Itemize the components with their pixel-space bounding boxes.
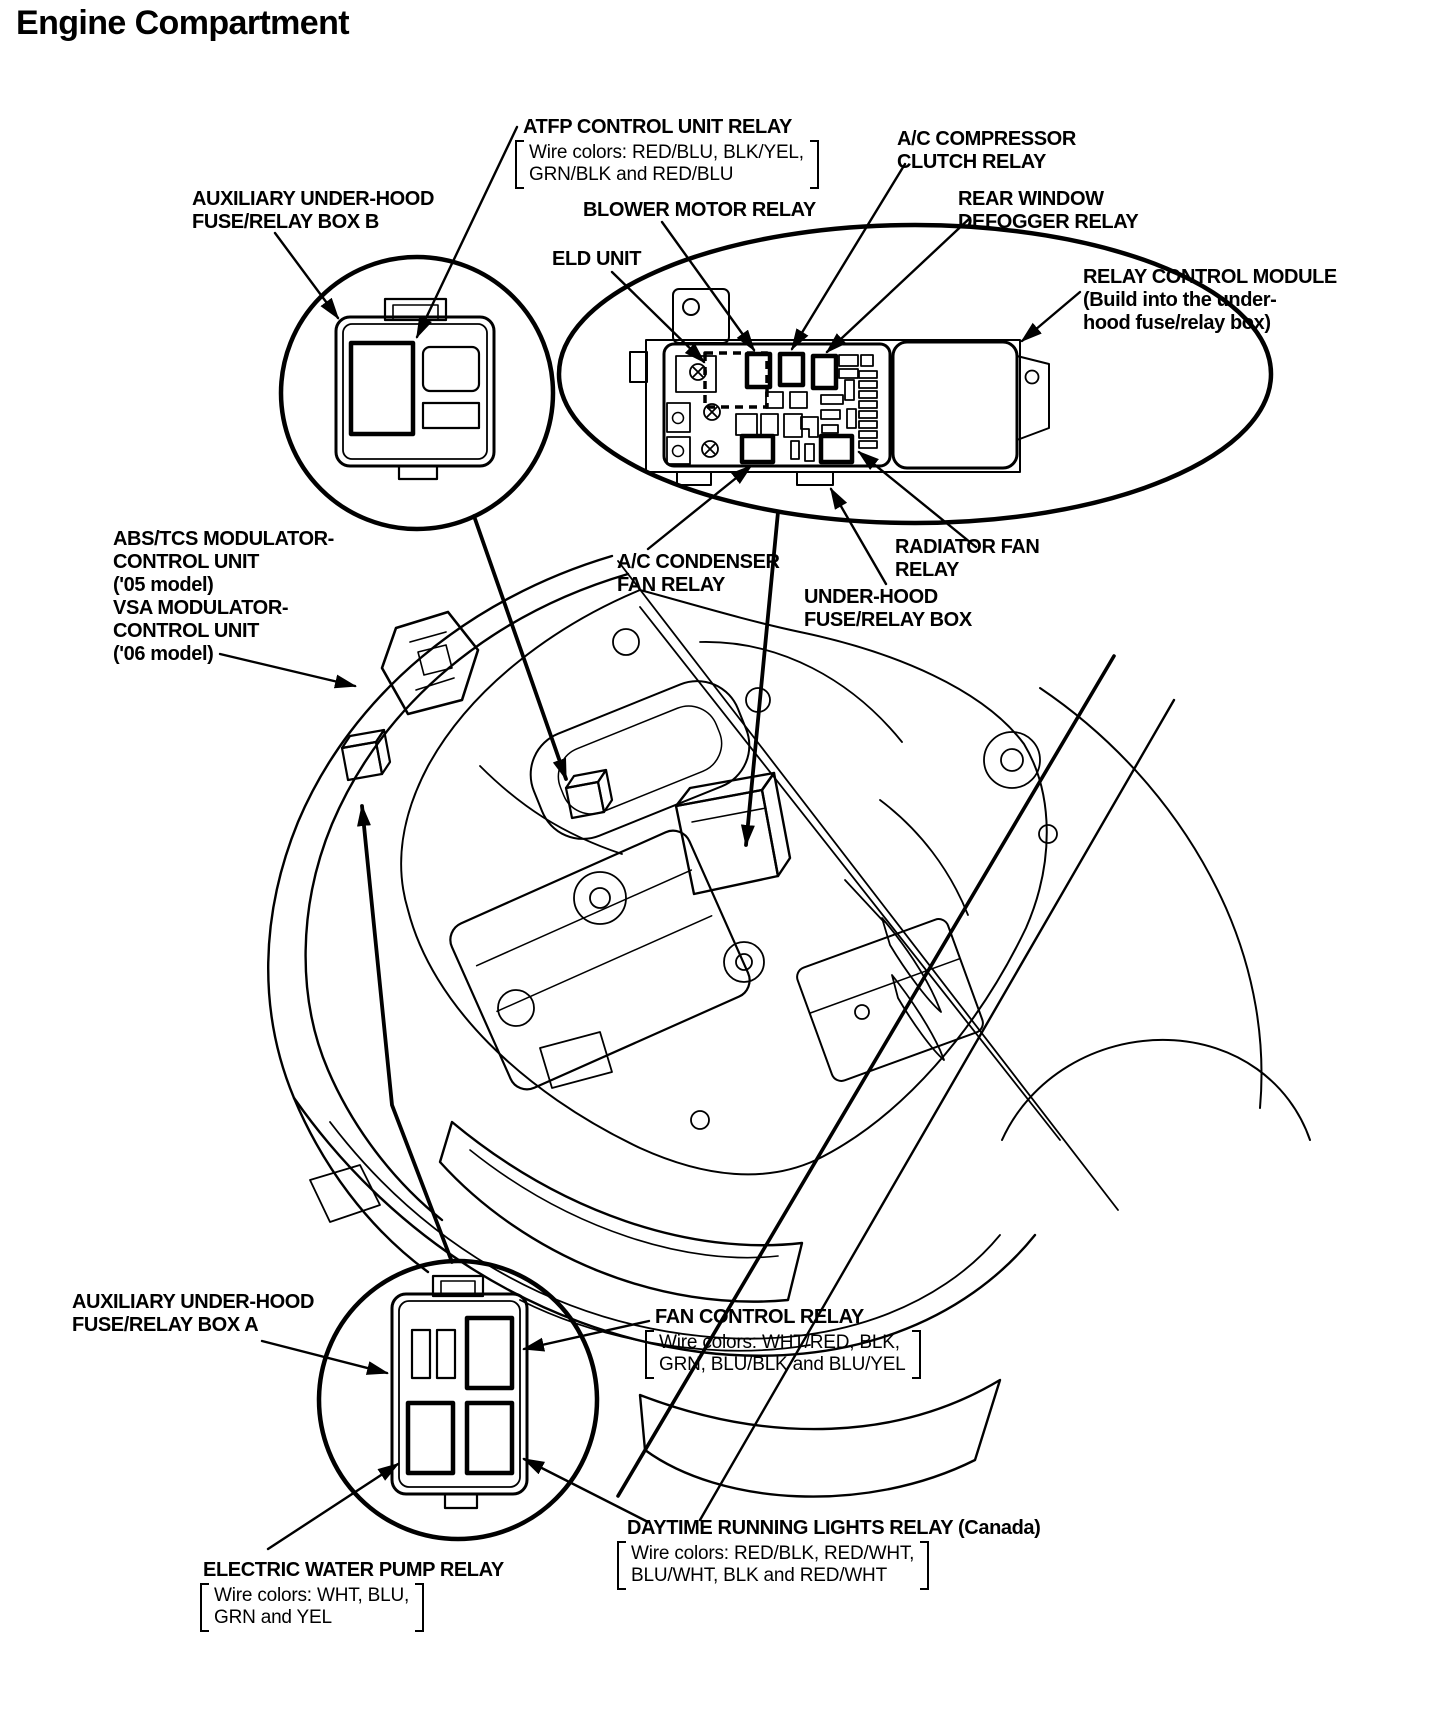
bracket-right bbox=[920, 1541, 929, 1590]
ac-condenser-fan-relay-slot bbox=[742, 436, 773, 462]
label-line: FAN RELAY bbox=[617, 574, 725, 596]
fan-control-relay-slot bbox=[467, 1318, 512, 1388]
leader-eld-unit bbox=[612, 272, 704, 362]
label-line: REAR WINDOW bbox=[958, 188, 1104, 210]
label-line: ELD UNIT bbox=[552, 248, 642, 270]
label-abs-tcs-vsa-modulator-control-unit bbox=[113, 528, 334, 666]
underhood-fuse-box-location bbox=[676, 773, 790, 894]
leader-water-pump-relay bbox=[268, 1464, 398, 1549]
label-line: ('06 model) bbox=[113, 643, 214, 665]
bracket-right bbox=[810, 140, 819, 189]
atfp-relay-slot bbox=[351, 343, 413, 434]
callout-circle bbox=[319, 1261, 597, 1539]
fuse-slots bbox=[736, 355, 877, 461]
label-radiator-fan-relay bbox=[895, 536, 1039, 582]
label-line: ('05 model) bbox=[113, 574, 214, 596]
label-line: RELAY CONTROL MODULE bbox=[1083, 266, 1337, 288]
callout-circle-aux-box-a bbox=[319, 1261, 597, 1539]
label-line: ABS/TCS MODULATOR- bbox=[113, 528, 334, 550]
label-aux-underhood-fuse-relay-box-a bbox=[72, 1291, 314, 1337]
wire-line: BLU/WHT, BLK and RED/WHT bbox=[631, 1565, 887, 1586]
underhood-fuse-box-drawing bbox=[630, 289, 1049, 485]
page-title: Engine Compartment bbox=[16, 4, 350, 42]
headlight-inner bbox=[470, 1150, 778, 1258]
abs-modulator-bracket bbox=[382, 612, 478, 714]
leader-relay-module bbox=[1022, 292, 1080, 341]
label-fan-control-relay bbox=[645, 1306, 921, 1379]
aux-box-b-drawing bbox=[336, 299, 494, 479]
bracket-left bbox=[645, 1330, 654, 1379]
label-line: FUSE/RELAY BOX bbox=[804, 609, 972, 631]
label-line: FUSE/RELAY BOX A bbox=[72, 1314, 259, 1336]
wire-colors-note bbox=[200, 1583, 504, 1632]
label-aux-underhood-fuse-relay-box-b bbox=[192, 188, 434, 234]
label-line: VSA MODULATOR- bbox=[113, 597, 289, 619]
right-fender-curve bbox=[1040, 688, 1262, 1108]
wire-colors-note bbox=[645, 1330, 921, 1379]
electric-water-pump-relay-slot bbox=[408, 1403, 453, 1473]
radiator-fan-relay-slot bbox=[821, 436, 852, 462]
leader-circle-b-to-car bbox=[474, 516, 566, 779]
wire-line: Wire colors: RED/BLU, BLK/YEL, bbox=[529, 142, 804, 163]
bracket-right bbox=[912, 1330, 921, 1379]
wire-line: GRN, BLU/BLK and BLU/YEL bbox=[659, 1354, 906, 1375]
relay-control-module-drawing bbox=[893, 342, 1049, 468]
label-line: CONTROL UNIT bbox=[113, 551, 259, 573]
label-blower-motor-relay bbox=[583, 199, 816, 222]
leader-underhood-box-label bbox=[831, 489, 886, 584]
leader-aux-box-b bbox=[275, 233, 338, 318]
label-line: DAYTIME RUNNING LIGHTS RELAY (Canada) bbox=[627, 1517, 1041, 1539]
label-line: (Build into the under- bbox=[1083, 289, 1277, 311]
leader-defogger-relay bbox=[827, 218, 970, 352]
label-eld-unit bbox=[552, 248, 641, 271]
label-line: RADIATOR FAN bbox=[895, 536, 1040, 558]
eld-unit-slot bbox=[705, 353, 767, 407]
label-line: AUXILIARY UNDER-HOOD bbox=[192, 188, 435, 210]
grille-swoosh bbox=[640, 1380, 1000, 1497]
label-line: hood fuse/relay box) bbox=[1083, 312, 1271, 334]
label-electric-water-pump-relay bbox=[200, 1559, 504, 1632]
leader-blower-relay bbox=[662, 222, 754, 350]
label-line: ELECTRIC WATER PUMP RELAY bbox=[203, 1559, 504, 1581]
label-line: CONTROL UNIT bbox=[113, 620, 259, 642]
label-line: UNDER-HOOD bbox=[804, 586, 938, 608]
wire-colors-note bbox=[515, 140, 819, 189]
engine-details bbox=[310, 629, 1057, 1351]
bracket-right bbox=[415, 1583, 424, 1632]
label-rear-window-defogger-relay bbox=[958, 188, 1138, 234]
label-underhood-fuse-relay-box bbox=[804, 586, 972, 632]
label-relay-control-module bbox=[1083, 266, 1337, 335]
wire-line: Wire colors: WHT, BLU, bbox=[214, 1585, 410, 1606]
label-line: A/C CONDENSER bbox=[617, 551, 780, 573]
leader-radiator-relay bbox=[859, 452, 976, 547]
label-line: AUXILIARY UNDER-HOOD bbox=[72, 1291, 315, 1313]
bracket-left bbox=[515, 140, 524, 189]
label-line: BLOWER MOTOR RELAY bbox=[583, 199, 816, 221]
label-line: ATFP CONTROL UNIT RELAY bbox=[523, 116, 792, 138]
label-line: CLUTCH RELAY bbox=[897, 151, 1046, 173]
left-fender-inner bbox=[306, 574, 628, 1220]
engine-block bbox=[445, 825, 756, 1095]
label-ac-condenser-fan-relay bbox=[617, 551, 780, 597]
label-daytime-running-lights-relay bbox=[617, 1517, 1040, 1590]
label-line: FUSE/RELAY BOX B bbox=[192, 211, 379, 233]
label-atfp-control-unit-relay bbox=[515, 116, 819, 189]
rear-window-defogger-relay-slot bbox=[813, 356, 836, 388]
wire-line: GRN/BLK and RED/BLU bbox=[529, 164, 734, 185]
leader-ac-compressor-relay bbox=[792, 164, 905, 349]
bracket-left bbox=[200, 1583, 209, 1632]
label-line: RELAY bbox=[895, 559, 959, 581]
aux-box-a-drawing bbox=[392, 1276, 527, 1508]
label-line: FAN CONTROL RELAY bbox=[655, 1306, 864, 1328]
aux-box-b-location-cube bbox=[566, 770, 612, 818]
wire-line: Wire colors: WHT/RED, BLK, bbox=[659, 1332, 900, 1353]
wire-line: Wire colors: RED/BLK, RED/WHT, bbox=[631, 1543, 915, 1564]
hood-band-2 bbox=[700, 700, 1174, 1520]
ac-compressor-clutch-relay-slot bbox=[780, 354, 803, 385]
bracket-left bbox=[617, 1541, 626, 1590]
wire-line: GRN and YEL bbox=[214, 1607, 332, 1628]
daytime-running-lights-relay-slot bbox=[467, 1403, 512, 1473]
wire-colors-note bbox=[617, 1541, 1040, 1590]
label-line: DEFOGGER RELAY bbox=[958, 211, 1139, 233]
label-line: A/C COMPRESSOR bbox=[897, 128, 1076, 150]
label-ac-compressor-clutch-relay bbox=[897, 128, 1076, 174]
